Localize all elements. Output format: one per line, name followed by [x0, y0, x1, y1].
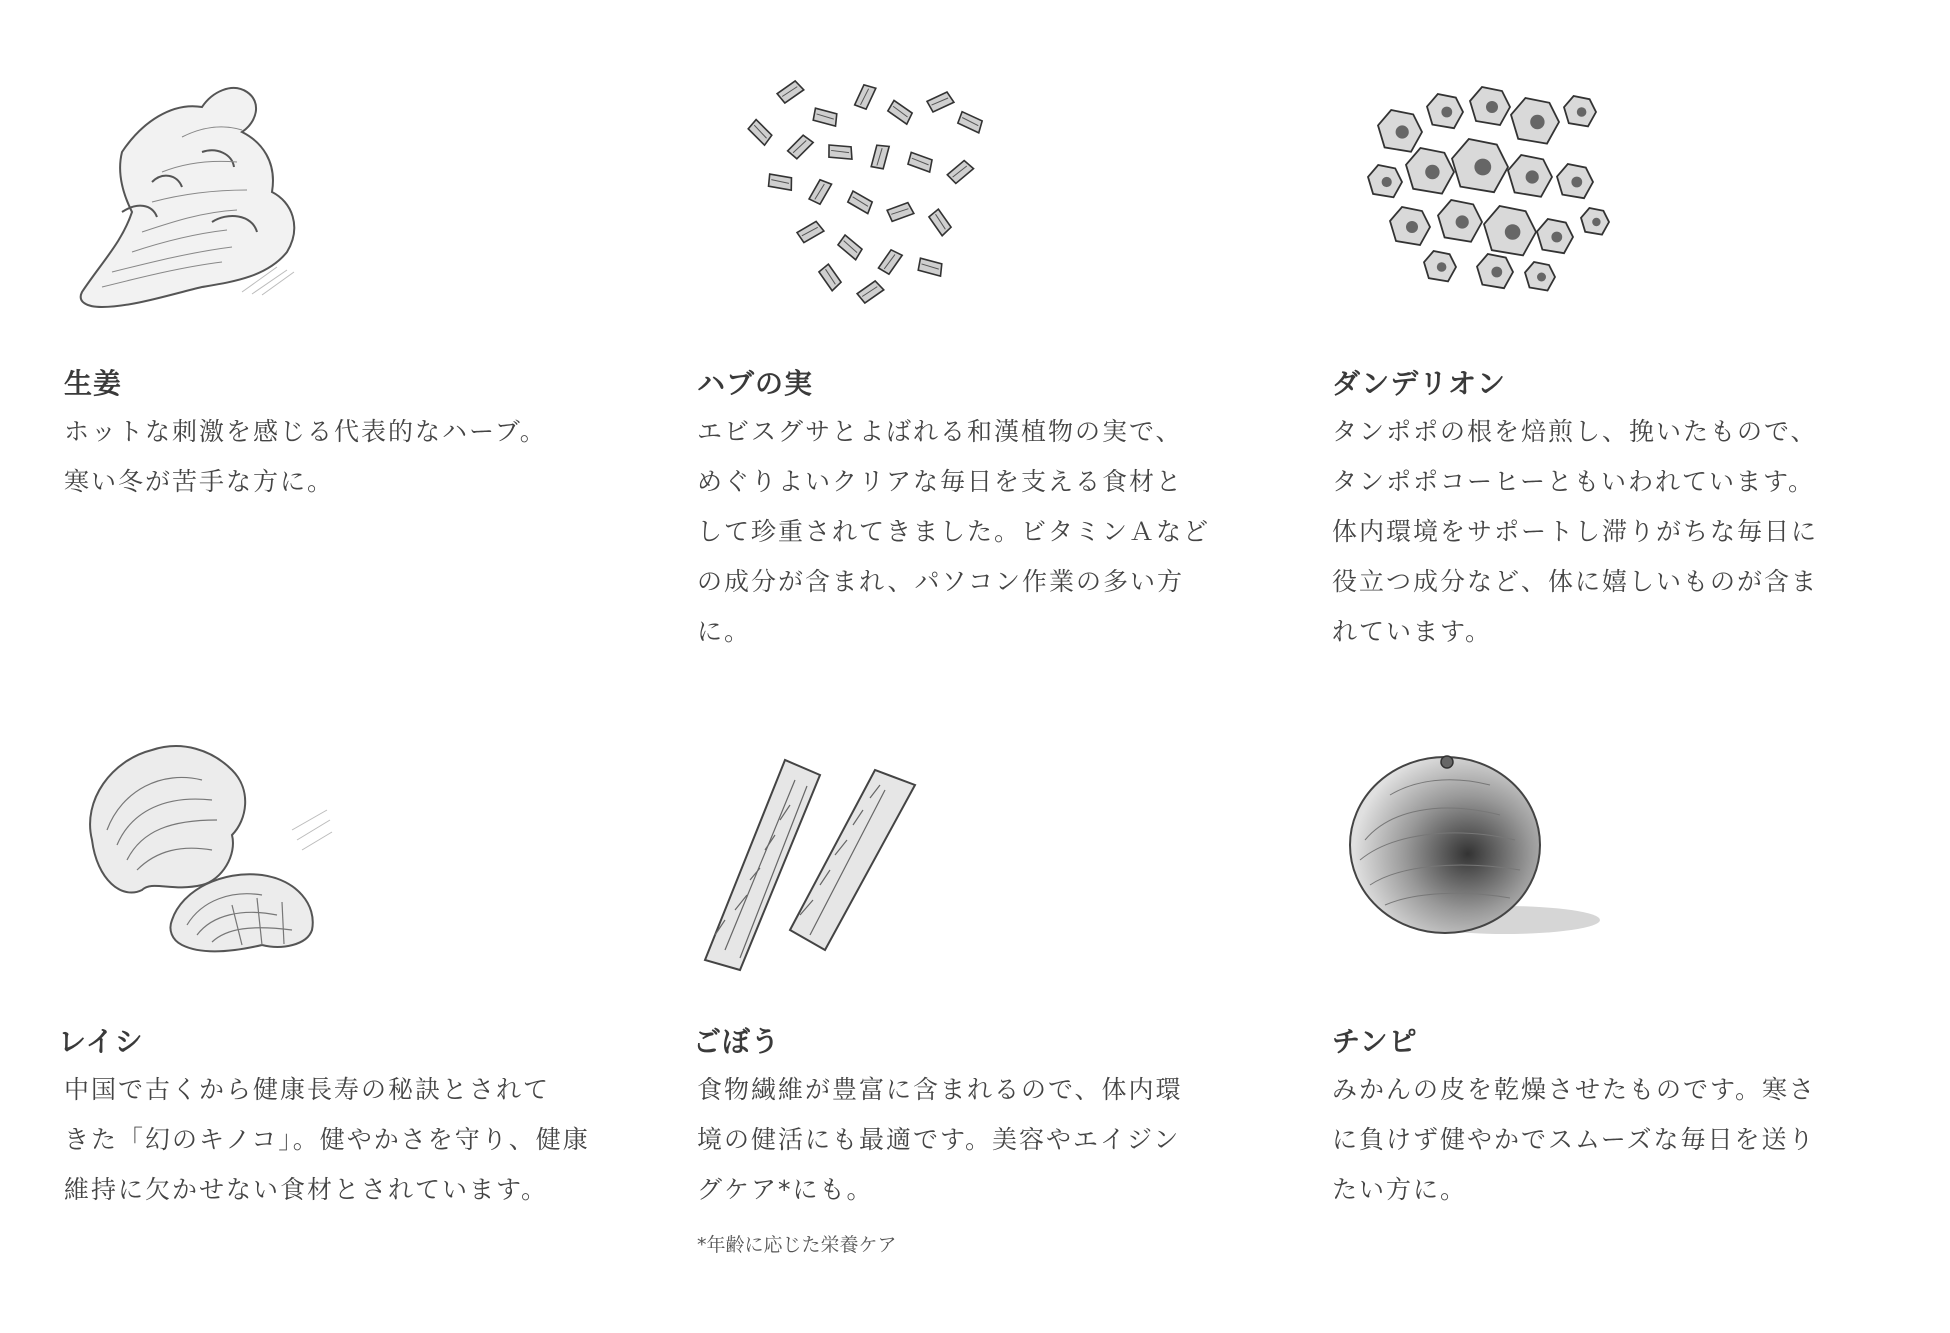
ingredient-description: エビスグサとよばれる和漢植物の実で、 めぐりよいクリアな毎日を支える食材と して珍重されてきました。ビタミンＡなど の成分が含まれ、パソコン作業の多い方 に。 — [697, 417, 1211, 646]
mandarin-peel-icon — [1330, 720, 1650, 990]
habu-seeds-icon — [730, 62, 1050, 332]
ingredient-name: ごぼう — [693, 1025, 781, 1058]
ingredient-description: 中国で古くから健康長寿の秘訣とされて きた「幻のキノコ」。健やかさを守り、健康 維持に欠かせない食材とされています。 — [64, 1075, 590, 1204]
ingredient-name: 生姜 — [64, 367, 123, 400]
ingredient-description: みかんの皮を乾燥させたものです。寒さ に負けず健やかでスムーズな毎日を送り たい方に。 — [1332, 1075, 1817, 1204]
ginger-icon — [62, 62, 382, 332]
reishi-mushroom-icon — [62, 720, 382, 990]
burdock-root-icon — [695, 720, 1015, 990]
ingredient-name: ハブの実 — [697, 367, 814, 400]
ingredient-description: タンポポの根を焙煎し、挽いたもので、 タンポポコーヒーともいわれています。 体内環境をサポートし滞りがちな毎日に 役立つ成分など、体に嬉しいものが含ま れています。 — [1332, 417, 1819, 646]
ingredient-description: ホットな刺激を感じる代表的なハーブ。 寒い冬が苦手な方に。 — [64, 417, 547, 496]
ingredient-description: 食物繊維が豊富に含まれるので、体内環 境の健活にも最適です。美容やエイジン グケア*にも。 — [697, 1075, 1183, 1204]
ingredient-name: チンピ — [1332, 1025, 1418, 1058]
ingredient-name: ダンデリオン — [1332, 367, 1507, 400]
dandelion-root-icon — [1340, 62, 1660, 332]
ingredient-name: レイシ — [58, 1025, 144, 1058]
ingredient-footnote: *年齢に応じた栄養ケア — [697, 1234, 897, 1256]
